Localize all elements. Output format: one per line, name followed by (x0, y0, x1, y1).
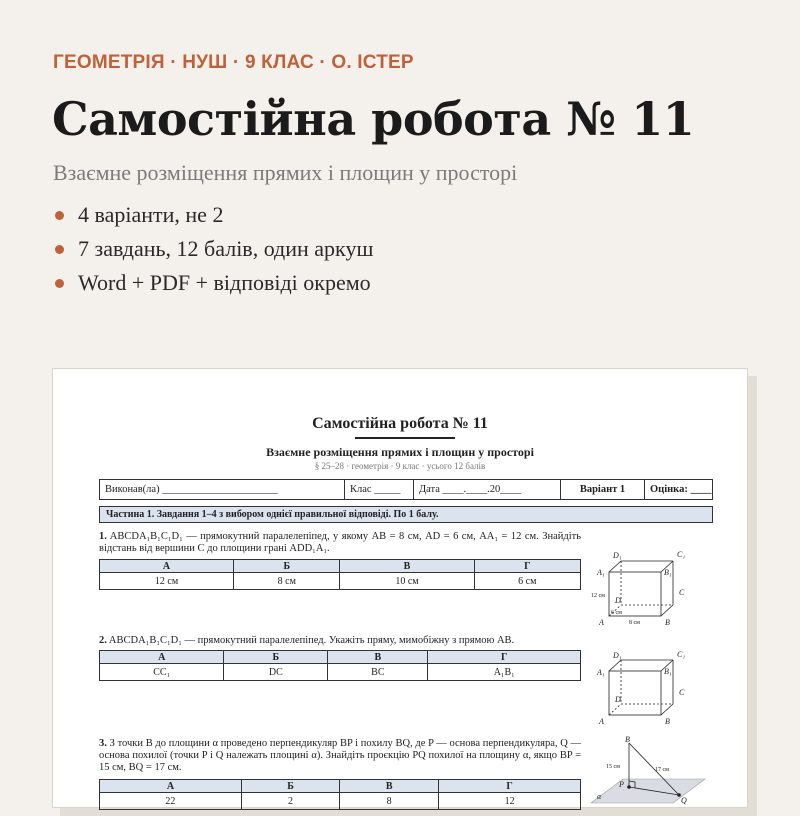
answer-option: CC₁ (100, 664, 224, 681)
feature-list (53, 202, 373, 304)
answer-option: BC (328, 664, 428, 681)
vertex-label: C₁ (677, 550, 686, 559)
sheet-title: Самостійна робота № 11 (312, 415, 488, 432)
bullet-dot-icon (55, 245, 64, 254)
vertex-label: A (599, 618, 604, 627)
plane-label: α (597, 792, 602, 801)
parallelepiped-figure-1 (589, 545, 699, 631)
student-info-row (99, 479, 713, 500)
feature-item: 4 варіанти, не 2 (53, 202, 373, 236)
sheet-subtitle: Взаємне розміщення прямих і площин у просторі (266, 445, 534, 459)
bullet-dot-icon (55, 279, 64, 288)
feature-item: Word + PDF + відповіді окремо (53, 270, 373, 304)
answer-header: А (100, 780, 242, 793)
answer-header: Г (439, 780, 581, 793)
title-underline (355, 437, 455, 439)
part-1-heading: Частина 1. Завдання 1–4 з вибором однієї правильної відповіді. По 1 балу. (99, 506, 713, 523)
answer-option: 8 см (234, 573, 340, 590)
dimension-label: 15 см (606, 764, 620, 770)
answer-option: 22 (100, 793, 242, 810)
vertex-label: A₁ (597, 668, 605, 677)
dimension-label: 12 см (591, 593, 605, 599)
vertex-label: C (679, 688, 685, 697)
vertex-label: C₁ (677, 650, 686, 659)
answer-header: Б (241, 780, 339, 793)
page-title: Самостійна робота № 11 (52, 92, 695, 146)
sheet-meta: § 25–28 · геометрія · 9 клас · усього 12 балів (314, 461, 486, 471)
point-label: Q (681, 796, 687, 805)
answer-header: Г (428, 651, 581, 664)
feature-item: 7 завдань, 12 балів, один аркуш (53, 236, 373, 270)
task-number: 1. (99, 531, 107, 542)
answer-option: A₁B₁ (428, 664, 581, 681)
worksheet-preview (52, 368, 748, 808)
dimension-label: 8 см (629, 620, 640, 626)
answer-header: Б (224, 651, 328, 664)
vertex-label: B₁ (664, 568, 672, 577)
answer-option: 6 см (474, 573, 580, 590)
vertex-label: D₁ (613, 651, 622, 660)
answer-table-3 (99, 779, 581, 810)
answer-option: 12 (439, 793, 581, 810)
score-field: Оцінка: ____ (650, 484, 712, 495)
task-text: З точки B до площини α проведено перпендикуляр BP і похилу BQ, де P — основа перпендикуляра, Q — основа похилої (точки P і Q належать площині α). Знайдіть проєкцію PQ похилої на площину α, якщо BP = 15 см, BQ = 17 см. (99, 738, 581, 773)
point-label: P (619, 780, 624, 789)
name-field: Виконав(ла) ______________________ (100, 480, 345, 499)
vertex-label: A (599, 717, 604, 726)
answer-option: 8 (340, 793, 439, 810)
vertex-label: B₁ (664, 667, 672, 676)
answer-header: В (340, 780, 439, 793)
task-text: ABCDA₁B₁C₁D₁ — прямокутний паралелепіпед. Укажіть пряму, мимобіжну з прямою AB. (108, 635, 515, 646)
answer-header: А (100, 560, 234, 573)
vertex-label: D (615, 596, 621, 605)
parallelepiped-figure-2 (589, 649, 699, 729)
task-text: ABCDA₁B₁C₁D₁ — прямокутний паралелепіпед, у якому AB = 8 см, AD = 6 см, AA₁ = 12 см. Знайдіть відстань від вершини C до площини грані ADD₁A₁. (99, 531, 582, 554)
vertex-label: A₁ (597, 568, 605, 577)
task-number: 2. (99, 635, 107, 646)
dimension-label: 6 см (611, 610, 622, 616)
answer-header: В (328, 651, 428, 664)
bullet-dot-icon (55, 211, 64, 220)
vertex-label: B (665, 717, 670, 726)
vertex-label: D (615, 695, 621, 704)
answer-table-2 (99, 650, 581, 681)
task-1 (99, 531, 581, 555)
task-number: 3. (99, 738, 107, 749)
vertex-label: D₁ (613, 551, 622, 560)
answer-header: Г (474, 560, 580, 573)
class-field: Клас _____ (345, 480, 414, 499)
point-label: B (625, 735, 630, 744)
answer-table-1 (99, 559, 581, 590)
variant-label: Варіант 1 (561, 480, 645, 499)
answer-header: В (340, 560, 474, 573)
perpendicular-oblique-figure (589, 735, 714, 807)
page-subtitle: Взаємне розміщення прямих і площин у просторі (53, 160, 518, 185)
dimension-label: 17 см (655, 767, 669, 773)
answer-header: А (100, 651, 224, 664)
answer-option: 12 см (100, 573, 234, 590)
answer-header: Б (234, 560, 340, 573)
task-2 (99, 635, 581, 647)
header-kicker: ГЕОМЕТРІЯ · НУШ · 9 КЛАС · О. ІСТЕР (53, 52, 414, 73)
answer-option: DC (224, 664, 328, 681)
vertex-label: B (665, 618, 670, 627)
date-field: Дата ____.____.20____ (414, 480, 561, 499)
answer-option: 2 (241, 793, 339, 810)
answer-option: 10 см (340, 573, 474, 590)
task-3 (99, 738, 581, 774)
vertex-label: C (679, 588, 685, 597)
